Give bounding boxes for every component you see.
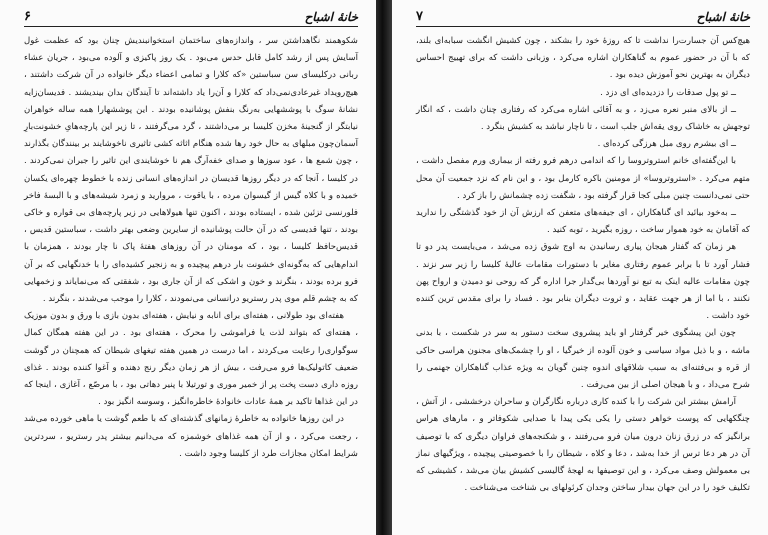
right-page-header [416, 6, 750, 27]
right-paragraph-3: ــ از بالای منبر نعره می‌زد ، و به آقائی اشاره می‌کرد که رفتاری چنان داشت ، که انگار توجهش به خاشاک روی یقه‌اش جلب است ، تا ناچار نباشد به کشیش بنگرد . [416, 104, 750, 133]
book-gutter [376, 0, 392, 535]
right-paragraph-9: آرامش بیشتر این شرکت را با کنده کاری درباره نگارگران و ساحران درخششی ، از آتش ، چنگکهایی که پوست خواهر دستی را یکی یکی پیدا با صدایی شکوفاتر و ، مارهای هراس برانگیز که در زرق زنان درون میان فرو می‌رفتند ، و شکنجه‌های فراوان دیگری که با توصیف آن در هر دعا ترس از خدا به‌شد ، دعا و کلاه ، شیطان را با خصوصیتی پیچیده ، ویژگیهای نماز بی معمولش وصف می‌کرد ، و این توصیفها به ‌لهجهٔ گالیسی کشیش بیان می‌شد ، کشیشی که تکلیف خود را در این جهان بیدار ساختن وجدان کرئولهای بی‌ شناخت می‌شناخت . [416, 397, 750, 494]
right-page-body [416, 33, 750, 497]
left-page-body [24, 33, 358, 463]
right-paragraph-7: هر زمان که گفتار هیجان پیاری رسانیدن به اوج شوق زده می‌شد ، می‌بایست پدر دو تا فشار آورد تا با برابر عموم رفتاری مغایر با دستورات مقامات عالیهٔ کلیسا را زیر سر نزند . چون مقامات عالیه اینک به تبع نو آوردها بی‌گدار جرا اداره گر که روحی نو دمیدن و ارواح پهن نکنند ، با اما از هر جهت عقاید ، و ثروت دیگران بنابر بود . فساد را برای مقدس ترین کننده خود داشت . [416, 242, 750, 322]
right-running-title: خانهٔ اشباح [696, 10, 750, 24]
left-paragraph-3: در این روزها خانواده به خاطرهٔ زمانهای گذشته‌ای که با طعم گوشت یا ماهی خورده می‌شد ، رجعت می‌کرد ، و از آن همه غذاهای خوشمزه که می‌دانیم بیشتر پدر رستریو ، سردترین شرایط امکان مجازات طرد از کلیسا وجود داشت . [24, 414, 358, 459]
left-page [0, 0, 376, 535]
right-page-number: ۷ [416, 9, 423, 24]
left-paragraph-1: شکوهمند نگاهداشتن سر ، واندازه‌های ساختمان استخوانبندیش چنان بود که عظمت غول آسایش پس از رشد کامل قابل حدس می‌بود . یک روز پاکیزی و آلوده می‌بود ، جریان عشاء ربانی درکلیسای سن سباستین «که کلارا و تمامی اعضاء دیگر خانواده در آن شرکت داشتند ، هیچ‌رویداد غیرعادی‌نمی‌داد که‌ کلارا و آن‌را یاد داشته‌اند تا آیندگان بدان بیندیشند . فدیسان‌زایه نشانهٔ سوگ با پوششهایی به‌رنگ بنفش پوشانیده بودند . این پوششهارا همه ساله خواهران نیابتگر از گنجینهٔ مخزن کلیسا بر می‌داشتند ، گرد می‌گرفتند ، تا زیر این پارچه‌هایِ خشونت‌بارِ آسمان‌چون مبلهای به حال خود رها شده هنگام اثاثه کشی تاثیری ناخوشایند بر بینندگان بگذارند ، چون شمع ها ، عود سوزها و صدای خفه‌آرگ هم نا خوشایندی این تاثیر را جبران نمی‌کردند . در کلیسا ، آنجا که در دیگر روزها قدیسان در اندازه‌های انسانی زنده با خطوط چهره‌ای یکسان خمیده و با کلاه گیس از گیسوان مرده ، با یاقوت ، مروارید و زمرد شیشه‌های و با البسهٔ فاخر فلورنسی تزئین شده ، ایستاده بودند ، اکنون تنها هیولا‌هایی در زیر پارچه‌های بی قواره و خاکی بودند ، تنها قدیسی که در آن حالت پوشانیده از سایرین وضعی بهتر داشت ، سباستین قدیس ، قدیس‌حافظ‌ کلیسا ، بود ، که مومنان در آن روزهای هفتهٔ پاک نا چار بودند ، همزمان با اندام‌هایی که به‌گونه‌ای خشونت بار درهم پیچیده و به زنجیر کشیده‌ای را با خدنگهایی که بر آن فرو برده بودند ، بنگرند و خون و اشکی که از آن جاری بود ، شفقتی که می‌نمایاند و زخمهایی که به چشم قلم موی پدر رستریو درانسانی می‌نمودند ، کلارا را موجب می‌شدند ، بنگرند . [24, 36, 358, 305]
right-paragraph-8: چون این پیشگوی خیر گرفتار او باید پیشروی سخت دستور به سر در شکست ، با بدنی ماشه ، و با ذیل مواد سیاسی و خون آلوده از خیرگیا ، او را چشمک‌های مجنون هراسی حاکی از قره و بی‌فتنه‌ای به سبب شلاقهای اندوه چنین گویان به ویژه عذاب گناهکاران جهنمی را شرح می‌داد ، و با هیجان اصلی از بین می‌رفت . [416, 328, 750, 391]
right-paragraph-1: هیچ‌کس آن جسارت‌را نداشت تا که روزهٔ خود را بشکند ، چون کشیش انگشت سبابه‌ای بلند، که با آن در حضور عموم به گناهکاران اشاره می‌کرد ، وزبانی داشت که برای تهییج احساس دیگران به بهترین نحو آموزش دیده بود . [416, 36, 750, 81]
right-page [392, 0, 768, 535]
left-paragraph-2: هفته‌ای بود طولانی ، هفته‌ای برای انابه و نیایش ، هفته‌ای بدون بازی با ورق و بدون موزیک ، هفته‌ای که بتواند لذت یا فراموشی را محرک ، هفته‌ای بود . در این هفته همگان کمال سوگواری‌را رعایت می‌کردند ، اما درست در همین هفته تیغهای شیطان که همچنان در گوشت ضعیف کاتولیک‌ها فرو می‌رفت ، بیش از هر زمان دیگر رنج دهنده و آغوا کننده بودند . غذای روزه داری دست پخت پر از خمیر موری و تورتیلا با پنیر دهاتی بود ، با مرصّع ، آغازی ، اینجا که در این غذاها تاکید بر همهٔ عادات خانوادهٔ خاطره‌انگیز ، وسوسه‌ انگیز بود . [24, 311, 358, 408]
left-page-number: ۶ [24, 9, 31, 24]
right-paragraph-4: ــ ای بیشرم روی مبل هرزگی کرده‌ای . [597, 139, 736, 150]
right-paragraph-6: ــ به‌خود بیائید ای گناهکاران ، ای جیفه‌های متعفن که ارزش آن از خود گذشتگی را ندارید که آقامان به خود هموار ساخت ، روزه بگیرید ، توبه کنید . [416, 208, 750, 236]
left-page-header [24, 6, 358, 27]
left-running-title: خانهٔ اشباح [304, 10, 358, 24]
right-paragraph-2: ــ تو پول صدقات را دزدیده‌ای ای دزد . [600, 87, 736, 98]
right-paragraph-5: با این‌گفته‌ای خانم استروتروسا را که اندامی درهم فرو رفته از بیماری ورم مفصل داشت ، متهم می‌کرد . «استروتروسا» از مومنین باکره کارمل بود ، و این نام که نزد جمعیت آن محل حتی نمی‌دانست چنین مبلی کجا قرار گرفته بود ، شگفت زده چشمانش را باز کرد . [416, 156, 750, 201]
